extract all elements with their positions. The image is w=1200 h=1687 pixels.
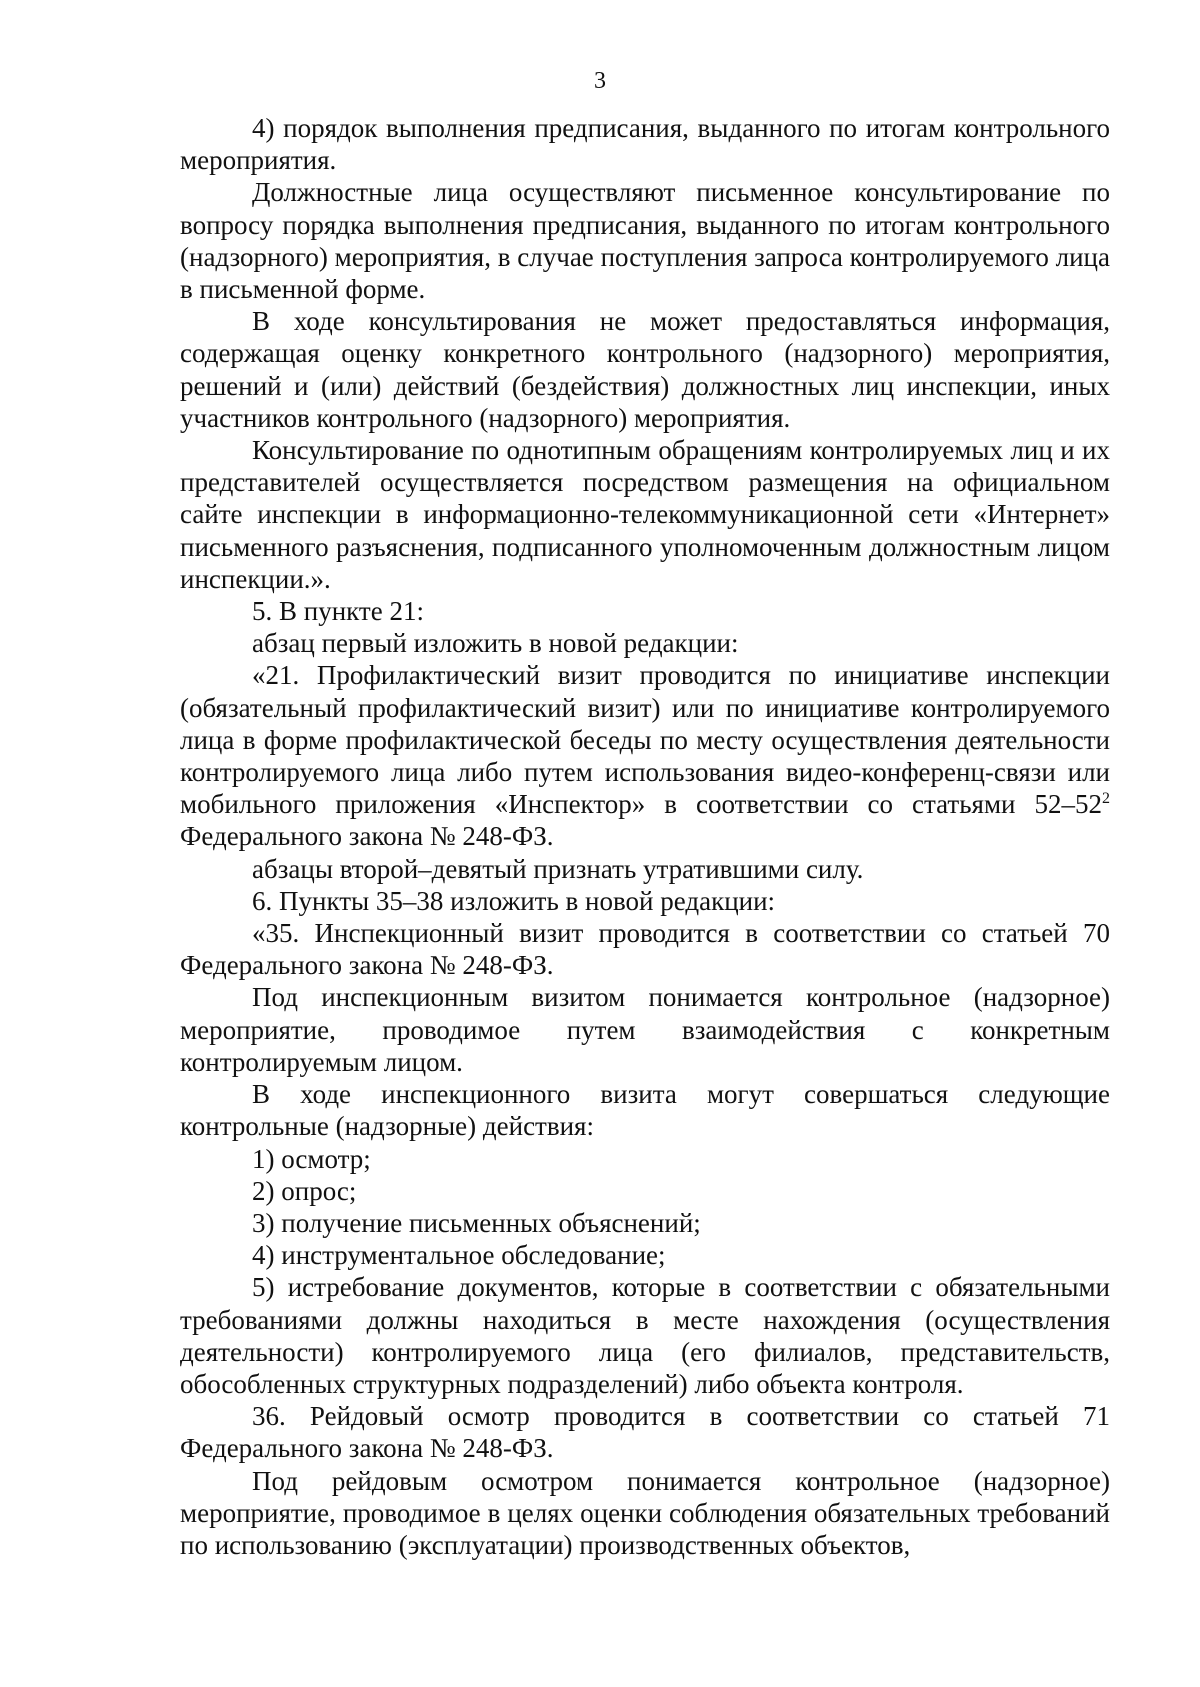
paragraph-21-text-end: Федерального закона № 248-ФЗ. [180, 821, 554, 852]
list-item-document-request: 5) истребование документов, которые в соответствии с обязательными требованиями должны находиться в месте нахождения (осуществления деятельности) контролируемого лица (его филиалов, представительств, обособленных структурных подразделений) либо объекта контроля. [180, 1272, 1110, 1399]
paragraph-written-consultation: Должностные лица осуществляют письменное консультирование по вопросу порядка выполнения предписания, выданного по итогам контрольного (надзорного) мероприятия, в случае поступления запроса контролируемого лица в письменной форме. [180, 177, 1110, 305]
list-item-written-explanations: 3) получение письменных объяснений; [252, 1207, 701, 1238]
paragraph-consultation-restrictions: В ходе консультирования не может предоставляться информация, содержащая оценку конкретного контрольного (надзорного) мероприятия, решений и (или) действий (бездействия) должностных лиц инспекции, иных участников контрольного (надзорного) мероприятия. [180, 306, 1110, 433]
paragraph-21-text: «21. Профилактический визит проводится по инициативе инспекции (обязательный профилактический визит) или по инициативе контролируемого лица в форме профилактической беседы по месту осуществления деятельности контролируемого лица либо путем использования видео-конференц-связи или мобильного приложения «Инспектор» в соответствии со статьями 52–52 [180, 660, 1110, 820]
paragraph-repeal-abzats: абзацы второй–девятый признать утратившими силу. [252, 853, 864, 884]
list-item-instrumental-examination: 4) инструментальное обследование; [252, 1240, 666, 1271]
superscript-2: 2 [1102, 790, 1110, 808]
paragraph-inspection-definition: Под инспекционным визитом понимается контрольное (надзорное) мероприятие, проводимое путем взаимодействия с конкретным контролируемым лицом. [180, 982, 1110, 1077]
paragraph-36-raid-inspection: 36. Рейдовый осмотр проводится в соответствии со статьей 71 Федерального закона № 248-ФЗ. [180, 1401, 1110, 1464]
paragraph-21-preventive-visit [180, 659, 1110, 852]
paragraph-control-actions: В ходе инспекционного визита могут совершаться следующие контрольные (надзорные) действия: [180, 1079, 1110, 1142]
paragraph-point-5: 5. В пункте 21: [252, 596, 424, 627]
page-number: 3 [594, 68, 606, 94]
paragraph-uniform-requests: Консультирование по однотипным обращениям контролируемых лиц и их представителей осуществляется посредством размещения на официальном сайте инспекции в информационно-телекоммуникационной сети «Интернет» письменного разъяснения, подписанного уполномоченным должностным лицом инспекции.». [180, 435, 1110, 594]
paragraph-new-wording-first: абзац первый изложить в новой редакции: [252, 628, 739, 659]
paragraph-35-inspection-visit: «35. Инспекционный визит проводится в соответствии со статьей 70 Федерального закона № 248-ФЗ. [180, 918, 1110, 981]
paragraph-point-6: 6. Пункты 35–38 изложить в новой редакции: [252, 885, 776, 916]
list-item-inspection: 1) осмотр; [252, 1143, 371, 1174]
paragraph-item-4: 4) порядок выполнения предписания, выданного по итогам контрольного мероприятия. [180, 113, 1110, 176]
paragraph-raid-definition: Под рейдовым осмотром понимается контрольное (надзорное) мероприятие, проводимое в целях оценки соблюдения обязательных требований по использованию (эксплуатации) производственных объектов, [180, 1465, 1110, 1560]
document-body [180, 112, 1110, 1561]
list-item-survey: 2) опрос; [252, 1175, 357, 1206]
